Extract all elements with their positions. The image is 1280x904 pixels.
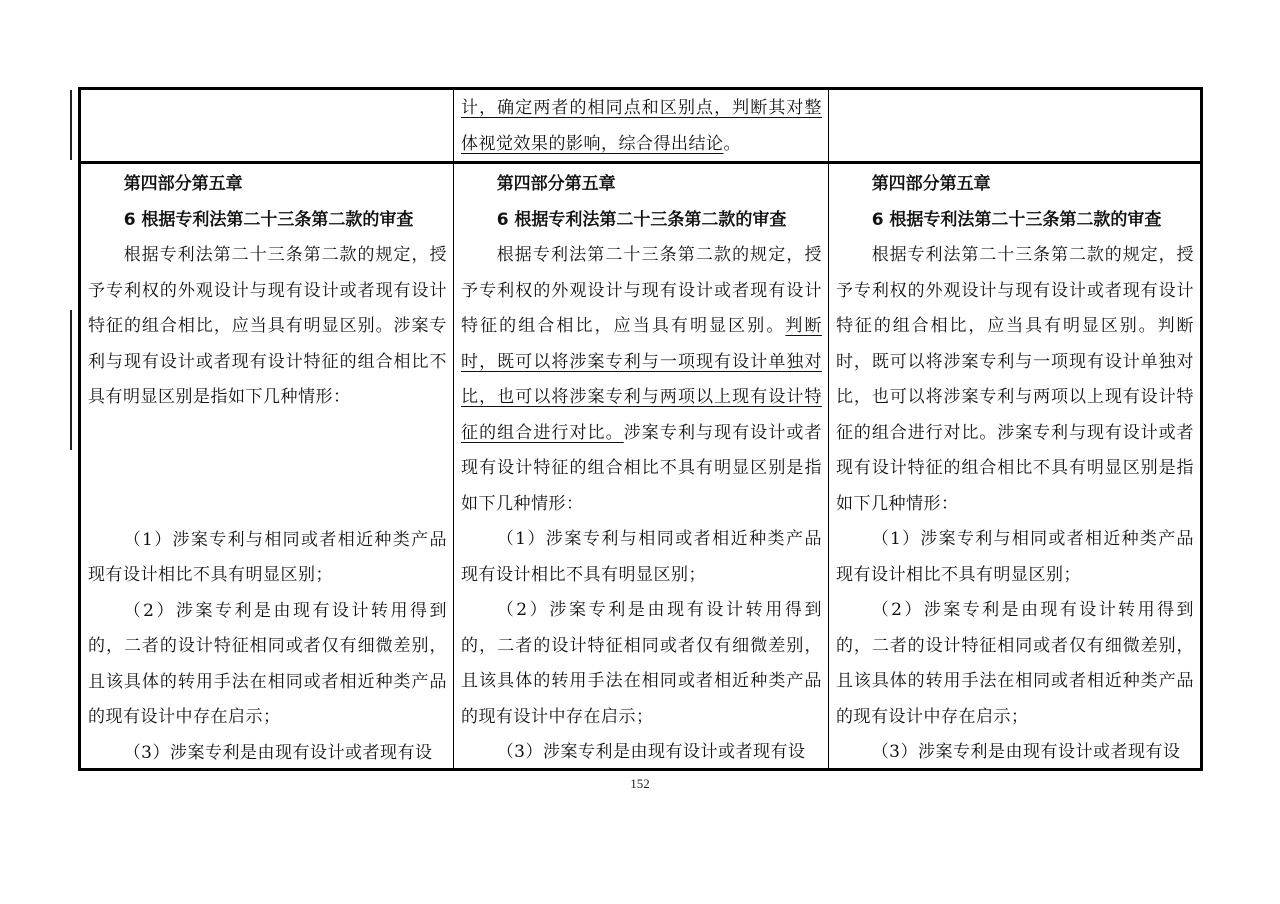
item-1-paragraph: （1）涉案专利与相同或者相近种类产品现有设计相比不具有明显区别；	[836, 529, 1194, 585]
part-heading: 第四部分第五章	[496, 174, 616, 194]
top-row-right-cell	[829, 90, 1200, 161]
intro-paragraph	[461, 238, 822, 522]
blank-space	[88, 416, 447, 523]
part-heading: 第四部分第五章	[871, 174, 991, 194]
underlined-amendment: 判断时，既可以将涉案专利与一项现有设计单独对比，也可以将涉案专利与两项以上现有设计特征的组合进行对比。	[461, 316, 823, 443]
top-row-left-cell	[81, 90, 453, 161]
left-column-cell	[81, 167, 453, 771]
top-row-middle-text	[461, 91, 822, 161]
item-1-paragraph: （1）涉案专利与相同或者相近种类产品现有设计相比不具有明显区别；	[88, 529, 447, 585]
comparison-table	[78, 87, 1203, 771]
item-3-paragraph: （3）涉案专利是由现有设计或者现有设	[496, 742, 806, 762]
part-heading: 第四部分第五章	[123, 174, 243, 194]
right-column-cell	[829, 167, 1200, 771]
intro-text-a: 根据专利法第二十三条第二款的规定，授予专利权的外观设计与现有设计或者现有设计特征的组合相比，应当具有明显区别。	[461, 245, 822, 336]
item-2-paragraph: （2）涉案专利是由现有设计转用得到的，二者的设计特征相同或者仅有细微差别，且该具体的转用手法在相同或者相近种类产品的现有设计中存在启示；	[836, 600, 1194, 727]
item-2-paragraph: （2）涉案专利是由现有设计转用得到的，二者的设计特征相同或者仅有细微差别，且该具体的转用手法在相同或者相近种类产品的现有设计中存在启示；	[88, 600, 447, 727]
intro-paragraph: 根据专利法第二十三条第二款的规定，授予专利权的外观设计与现有设计或者现有设计特征的组合相比，应当具有明显区别。判断时，既可以将涉案专利与一项现有设计单独对比，也可以将涉案专利与两项以上现有设计特征的组合进行对比。涉案专利与现有设计或者现有设计特征的组合相比不具有明显区别是指如下几种情形：	[836, 245, 1194, 514]
revision-change-bar	[70, 90, 72, 160]
page-number: 152	[630, 776, 650, 791]
intro-paragraph: 根据专利法第二十三条第二款的规定，授予专利权的外观设计与现有设计或者现有设计特征的组合相比，应当具有明显区别。涉案专利与现有设计或者现有设计特征的组合相比不具有明显区别是指如下几种情形：	[88, 245, 447, 407]
revision-change-bar	[70, 310, 72, 450]
section-heading: 6 根据专利法第二十三条第二款的审查	[871, 209, 1162, 230]
underlined-amendment: 计，确定两者的相同点和区别点，判断其对整体视觉效果的影响，综合得出结论	[461, 98, 822, 154]
item-3-paragraph: （3）涉案专利是由现有设计或者现有设	[871, 742, 1181, 762]
item-3-paragraph: （3）涉案专利是由现有设计或者现有设	[123, 742, 433, 763]
item-1-paragraph: （1）涉案专利与相同或者相近种类产品现有设计相比不具有明显区别；	[461, 529, 822, 585]
section-heading: 6 根据专利法第二十三条第二款的审查	[496, 209, 787, 230]
item-2-paragraph: （2）涉案专利是由现有设计转用得到的，二者的设计特征相同或者仅有细微差别，且该具体的转用手法在相同或者相近种类产品的现有设计中存在启示；	[461, 600, 822, 727]
section-heading: 6 根据专利法第二十三条第二款的审查	[123, 209, 414, 230]
intro-text-b: 涉案专利与现有设计或者现有设计特征的组合相比不具有明显区别是指如下几种情形：	[461, 422, 823, 514]
top-row-middle-cell	[454, 91, 828, 161]
row-divider	[81, 161, 1200, 164]
middle-column-cell	[454, 167, 828, 771]
top-row-tail: 。	[723, 133, 741, 154]
